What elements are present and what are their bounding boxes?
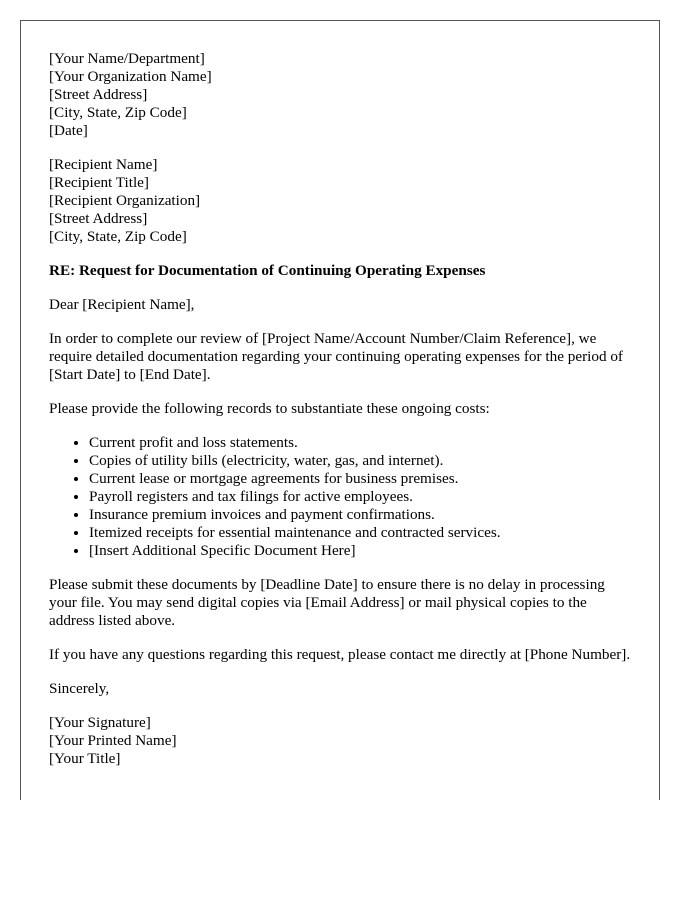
recipient-address-block	[49, 156, 631, 246]
sender-organization: [Your Organization Name]	[49, 68, 212, 85]
list-item: • [Insert Additional Specific Document Here]	[89, 542, 631, 560]
list-intro-paragraph: Please provide the following records to substantiate these ongoing costs:	[49, 400, 490, 417]
recipient-city-state-zip: [City, State, Zip Code]	[49, 228, 187, 245]
sender-street-address: [Street Address]	[49, 86, 148, 103]
sender-city-state-zip: [City, State, Zip Code]	[49, 104, 187, 121]
list-item: • Copies of utility bills (electricity, water, gas, and internet).	[89, 452, 631, 470]
recipient-street-address: [Street Address]	[49, 210, 148, 227]
closing: Sincerely,	[49, 680, 110, 697]
recipient-name: [Recipient Name]	[49, 156, 158, 173]
requested-documents-list	[49, 434, 631, 560]
list-item: • Current profit and loss statements.	[89, 434, 631, 452]
letter-page	[20, 20, 660, 800]
salutation: Dear [Recipient Name],	[49, 296, 195, 313]
list-item: • Payroll registers and tax filings for active employees.	[89, 488, 631, 506]
recipient-title: [Recipient Title]	[49, 174, 149, 191]
submission-paragraph: Please submit these documents by [Deadline Date] to ensure there is no delay in processing your file. You may send digital copies via [Email Address] or mail physical copies to the address listed above.	[49, 576, 605, 629]
signature-line: [Your Signature]	[49, 714, 151, 731]
recipient-organization: [Recipient Organization]	[49, 192, 201, 209]
printed-name: [Your Printed Name]	[49, 732, 177, 749]
letter-date: [Date]	[49, 122, 88, 139]
intro-paragraph: In order to complete our review of [Project Name/Account Number/Claim Reference], we require detailed documentation regarding your continuing operating expenses for the period of [Start Date] to [End Date].	[49, 330, 623, 383]
signature-block	[49, 714, 631, 768]
sender-name-department: [Your Name/Department]	[49, 50, 205, 67]
contact-paragraph: If you have any questions regarding this request, please contact me directly at [Phone Number].	[49, 646, 631, 663]
list-item: • Itemized receipts for essential maintenance and contracted services.	[89, 524, 631, 542]
list-item: • Insurance premium invoices and payment confirmations.	[89, 506, 631, 524]
sender-address-block	[49, 50, 631, 140]
sender-title: [Your Title]	[49, 750, 121, 767]
list-item: • Current lease or mortgage agreements for business premises.	[89, 470, 631, 488]
subject-line: RE: Request for Documentation of Continuing Operating Expenses	[49, 262, 486, 279]
